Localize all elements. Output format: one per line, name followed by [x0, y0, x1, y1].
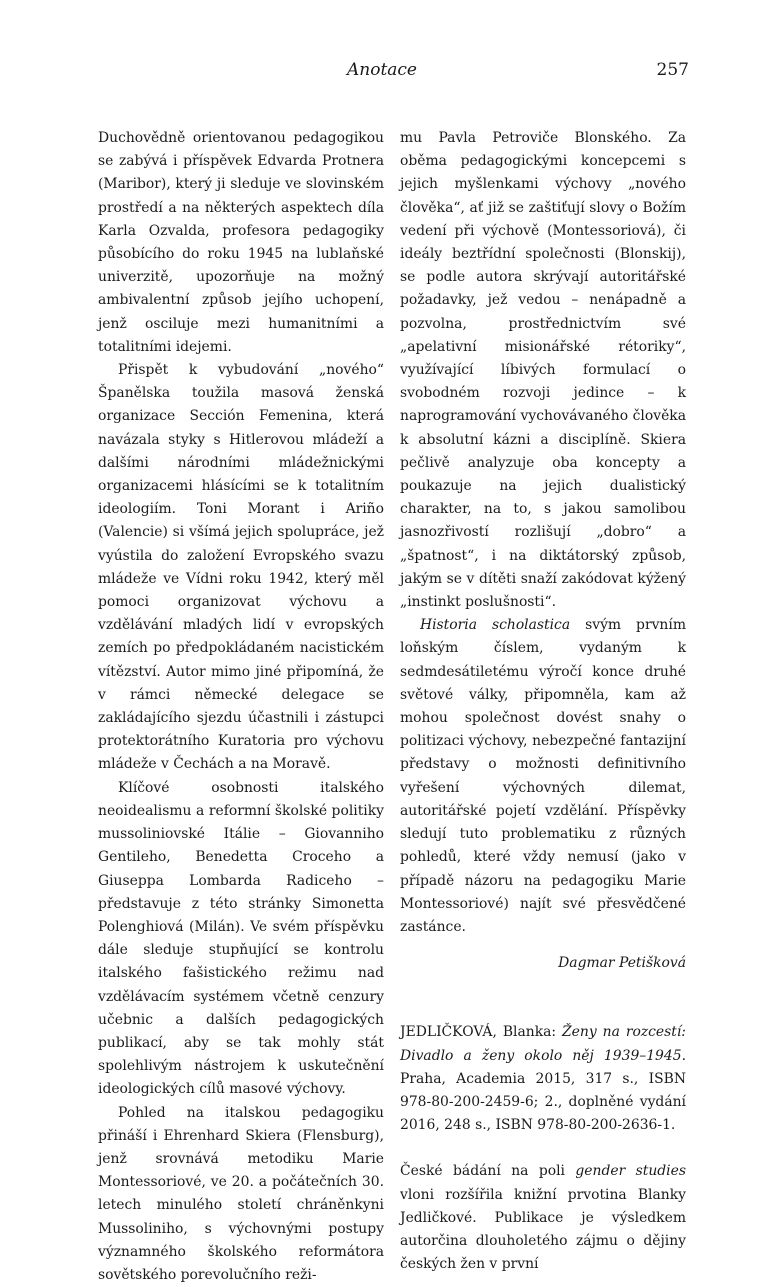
journal-title: Historia scholastica — [420, 617, 571, 634]
left-column — [98, 127, 384, 1287]
page-number: 257 — [656, 60, 689, 80]
paragraph-morant: Přispět k vybudování „nového“ Španělska toužila masová ženská organizace Sección Femenina, která navázala styky s Hitlerovou mládeží a dalšími národními mládežnickými organizacemi hlásícími se k totalitním ideologiím. Toni Morant i Ariño (Valencie) si všímá jejich spolupráce, jež vyústila do založení Evropského svazu mládeže ve Vídni roku 1942, který měl pomoci organizovat výchovu a vzdělávání mladých lidí v evropských zemích po předpokládaném nacistickém vítězství. Autor mimo jiné připomíná, že v rámci německé delegace se zakládajícího sjezdu účastnili i zástupci protektorátního Kuratoria pro výchovu mládeže v Čechách a na Moravě. — [98, 362, 384, 773]
paragraph-protner: Duchovědně orientovanou pedagogikou se zabývá i příspěvek Edvarda Protnera (Maribor), který ji sleduje ve slovinském prostředí a na některých aspektech díla Karla Ozvalda, profesora pedagogiky působícího do roku 1945 na lublaňské univerzitě, upozorňuje na možný ambivalentní způsob jejího uchopení, jenž osciluje mezi humanitními a totalitními idejemi. — [98, 130, 384, 355]
paragraph-review-start — [400, 1160, 686, 1276]
ref-author: JEDLIČKOVÁ, Blanka: — [400, 1024, 563, 1041]
paragraph-text: České bádání na poli — [400, 1163, 576, 1180]
book-reference — [400, 1021, 686, 1137]
paragraph-skiera: Pohled na italskou pedagogiku přináší i Ehrenhard Skiera (Flensburg), jenž srovnává metodiku Marie Montessoriové, ve 20. a počátečních 30. letech minulého století chráněnkyni Mussoliniho, s výchovnými postupy významného školského reformátora sovětského porevolučního reži- — [98, 1104, 384, 1283]
review-signature: Dagmar Petišková — [558, 955, 686, 972]
paragraph-skiera-continued: mu Pavla Petroviče Blonského. Za oběma pedagogickými koncepcemi s jejich myšlenkami výchovy „nového člověka“, ať již se zaštiťují slovy o Božím vedení při výchově (Montessoriová), či ideály beztřídní společnosti (Blonskij), se podle autora skrývají autoritářské požadavky, jež vedou – nenápadně a pozvolna, prostřednictvím své „apelativní misionářské rétoriky“, využívající líbivých formulací o svobodném rozvoji jedince – k naprogramování vychovávaného člověka k absolutní kázni a disciplíně. Skiera pečlivě analyzuje oba koncepty a poukazuje na jejich dualistický charakter, na to, s jakou samolibou jasnozřivostí rozlišují „dobro“ a „špatnost“, i na diktátorský způsob, jakým se v dítěti snaží zakódovat kýžený „instinkt poslušnosti“. — [400, 130, 686, 611]
paragraph-historia-scholastica — [400, 614, 686, 939]
right-column — [400, 127, 686, 1276]
paragraph-text: svým prvním loňským číslem, vydaným k sedmdesátiletému výročí konce druhé světové války, připomněla, kam až mohou společnost dovést snahy o politizaci výchovy, nebezpečné fantazijní představy o možnosti definitivního vyřešení výchovných dilemat, autoritářské pojetí vzdělání. Příspěvky sledují tuto problematiku z různých pohledů, které vždy nemusí (jako v případě názoru na pedagogiku Marie Montessoriové) najít své přesvědčené zastánce. — [400, 617, 686, 935]
running-head — [0, 60, 767, 88]
paragraph-polenghi: Klíčové osobnosti italského neoidealismu a reformní školské politiky mussoliniovské Itálie – Giovanniho Gentileho, Benedetta Croceho a Giuseppa Lombarda Radiceho – představuje z této stránky Simonetta Polenghiová (Milán). Ve svém příspěvku dále sleduje stupňující se kontrolu italského fašistického režimu nad vzdělávacím systémem včetně cenzury učebnic a dalších pedagogických publikací, aby se tak mohly stát spolehlivým nástrojem k uskutečnění ideologických cílů masové výchovy. — [98, 779, 384, 1098]
term-gender-studies: gender studies — [575, 1163, 686, 1180]
ref-details: . Praha, Academia 2015, 317 s., ISBN 978-80-200-2459-6; 2., doplněné vydání 2016, 248 s., ISBN 978-80-200-2636-1. — [400, 1047, 686, 1134]
ref-title: Ženy na rozcestí: Divadlo a ženy okolo něj 1939–1945 — [400, 1024, 686, 1064]
paragraph-text: vloni rozšířila knižní prvotina Blanky Jedličkové. Publikace je výsledkem autorčina dlouholetého zájmu o dějiny českých žen v první — [400, 1186, 686, 1273]
section-title: Anotace — [346, 60, 417, 80]
